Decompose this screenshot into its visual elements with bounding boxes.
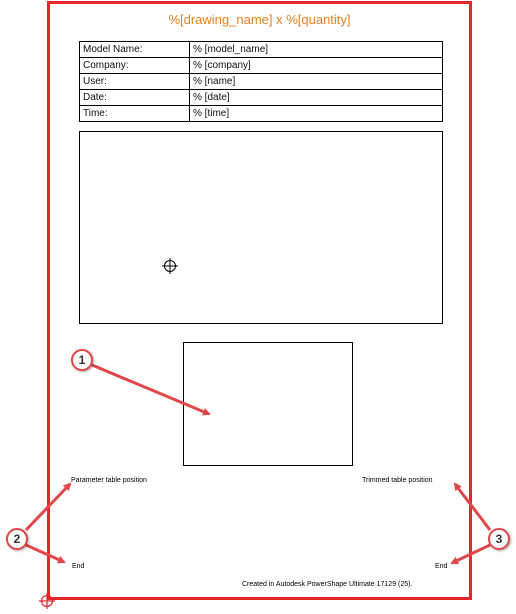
table-cell-label: Company: (80, 58, 190, 74)
callout-1: 1 (71, 349, 93, 371)
table-cell-value: % [time] (190, 106, 443, 122)
table-cell-label: Time: (80, 106, 190, 122)
crosshair-icon (162, 258, 178, 274)
origin-marker-icon (39, 593, 55, 609)
table-cell-label: User: (80, 74, 190, 90)
table-cell-value: % [company] (190, 58, 443, 74)
table-cell-value: % [date] (190, 90, 443, 106)
footer-credit: Created in Autodesk PowerShape Ultimate 17129 (25). (242, 581, 413, 588)
table-cell-value: % [model_name] (190, 42, 443, 58)
drawing-title: %[drawing_name] x %[quantity] (168, 12, 351, 27)
parameter-table-position-label: Parameter table position (71, 477, 147, 484)
callout-arrow-2a (26, 484, 70, 530)
callout-arrow-2b (26, 545, 64, 562)
callout-arrow-3b (452, 545, 490, 563)
table-cell-value: % [name] (190, 74, 443, 90)
end-left-label: End (72, 563, 85, 570)
callout-arrow-1 (92, 365, 209, 414)
callout-3: 3 (488, 528, 510, 550)
callout-arrow-3a (455, 484, 490, 530)
table-cell-label: Model Name: (80, 42, 190, 58)
trimmed-table-position-label: Trimmed table position (362, 477, 433, 484)
end-right-label: End (435, 563, 448, 570)
callout-2: 2 (6, 528, 28, 550)
table-cell-label: Date: (80, 90, 190, 106)
